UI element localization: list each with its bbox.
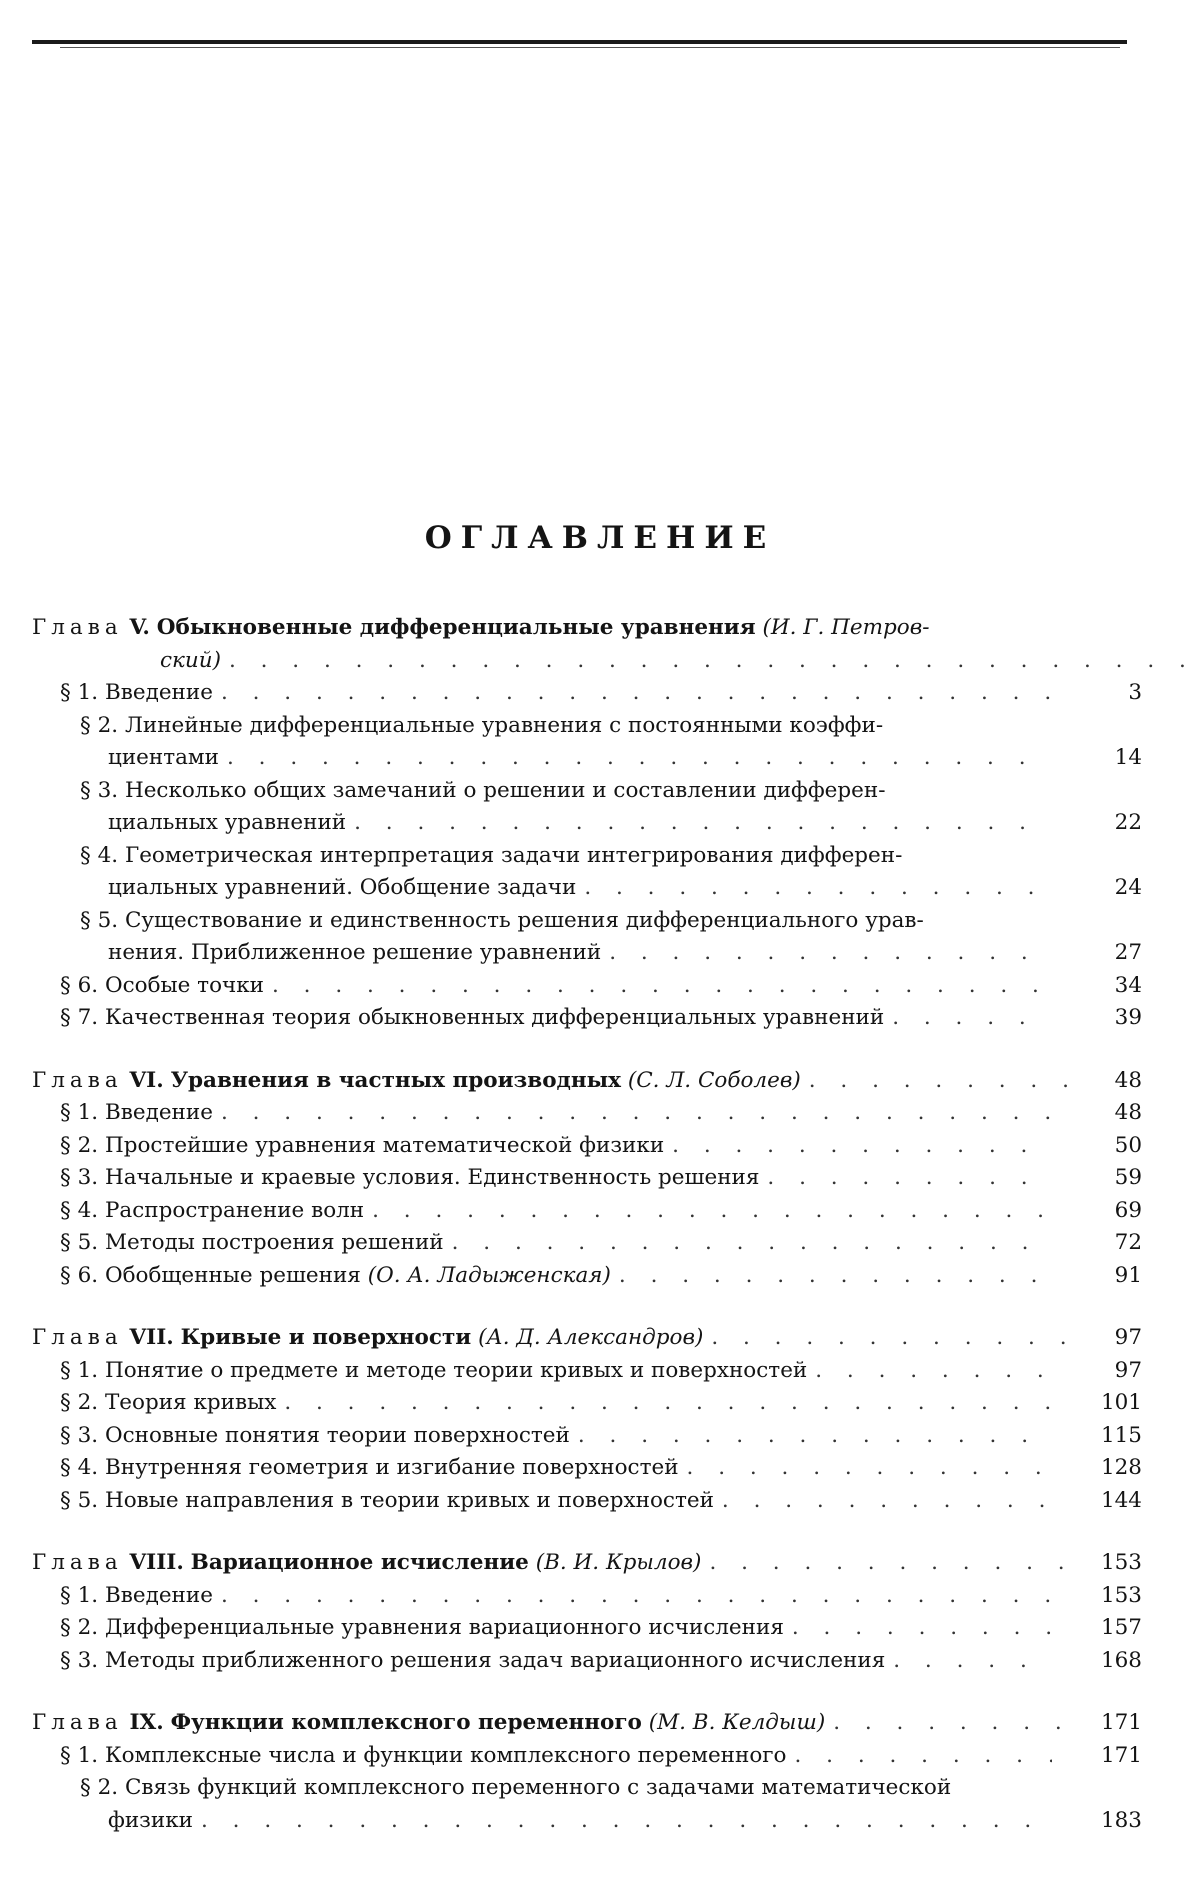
section-title: Теория кривых xyxy=(105,1390,276,1415)
section-page: 183 xyxy=(1052,1805,1142,1838)
section-page: 48 xyxy=(1052,1097,1142,1130)
section-title: Понятие о предмете и методе теории кривых и поверхностей xyxy=(105,1358,807,1383)
section-label xyxy=(32,905,1072,938)
section-number: § 5. xyxy=(60,1230,98,1255)
chapter-label xyxy=(32,1707,1072,1740)
section-label xyxy=(32,1645,1052,1678)
section-number: § 1. xyxy=(60,1583,98,1608)
section-page: 69 xyxy=(1052,1195,1142,1228)
leader-dots: . . . . . . . . . . . . . . xyxy=(619,1260,1052,1293)
chapter-title: Функции комплексного переменного xyxy=(171,1710,642,1735)
leader-dots: . . . . . . . . xyxy=(815,1355,1052,1388)
section-page: 153 xyxy=(1052,1580,1142,1613)
section-label xyxy=(32,710,1072,743)
section-entry[interactable] xyxy=(32,1772,1142,1805)
leader-dots: . . . . . . . . . . . . xyxy=(687,1452,1052,1485)
chapter-author: (И. Г. Петров- xyxy=(762,615,929,640)
section-entry[interactable] xyxy=(32,710,1142,743)
section-label xyxy=(32,1740,1052,1773)
section-entry[interactable] xyxy=(32,1002,1142,1035)
chapter-heading[interactable] xyxy=(32,1547,1142,1580)
section-title: Дифференциальные уравнения вариационного исчисления xyxy=(105,1615,784,1640)
chapter-number: VI. xyxy=(129,1068,163,1093)
section-number: § 6. xyxy=(60,973,98,998)
section-label xyxy=(32,1387,1052,1420)
table-of-contents xyxy=(32,612,1142,1867)
leader-dots: . . . . . . . . xyxy=(809,1065,1072,1098)
section-title: Обобщенные решения xyxy=(105,1263,361,1288)
section-title-cont: нения. Приближенное решение уравнений xyxy=(60,937,601,970)
section-number: § 4. xyxy=(60,1198,98,1223)
section-number: § 1. xyxy=(60,1358,98,1383)
section-number: § 1. xyxy=(60,1100,98,1125)
section-title: Особые точки xyxy=(105,973,264,998)
chapter-prefix: Глава xyxy=(32,1710,123,1735)
leader-dots: . . . . . . . . . . . . . . . . . . . . . . . . . . xyxy=(221,1097,1052,1130)
section-title: Введение xyxy=(105,680,213,705)
section-label-cont xyxy=(32,937,1052,970)
section-title: Качественная теория обыкновенных дифференциальных уравнений xyxy=(105,1005,884,1030)
section-page: 115 xyxy=(1052,1420,1142,1453)
section-title: Распространение волн xyxy=(105,1198,364,1223)
chapter-label xyxy=(32,612,1072,645)
section-title: Методы приближенного решения задач вариационного исчисления xyxy=(105,1648,885,1673)
section-page: 144 xyxy=(1052,1485,1142,1518)
section-entry[interactable] xyxy=(32,1740,1142,1773)
leader-dots: . . . . . . . . . . . . . . . xyxy=(578,1420,1052,1453)
page-title: ОГЛАВЛЕНИЕ xyxy=(0,520,1200,556)
chapter-heading-continuation[interactable] xyxy=(32,645,1142,678)
section-page: 39 xyxy=(1052,1002,1142,1035)
chapter-author: (А. Д. Александров) xyxy=(478,1325,703,1350)
section-label xyxy=(32,970,1052,1003)
section-page: 157 xyxy=(1052,1612,1142,1645)
leader-dots: . . . . . . . . xyxy=(795,1740,1053,1773)
section-entry[interactable] xyxy=(32,905,1142,938)
chapter-number: VIII. xyxy=(129,1550,183,1575)
section-title-cont: физики xyxy=(60,1805,193,1838)
chapter-heading[interactable] xyxy=(32,1322,1142,1355)
section-number: § 2. xyxy=(60,1390,98,1415)
section-label xyxy=(32,1485,1052,1518)
section-entry[interactable] xyxy=(32,775,1142,808)
chapter-page: 48 xyxy=(1072,1065,1142,1098)
chapter xyxy=(32,1322,1142,1517)
section-title-cont: циентами xyxy=(60,742,219,775)
section-page: 168 xyxy=(1052,1645,1142,1678)
top-rule xyxy=(32,40,1127,44)
section-label xyxy=(32,1772,1072,1805)
section-number: § 1. xyxy=(60,680,98,705)
leader-dots: . . . . . . . . . . . . . . . . . . . . . . . . . . xyxy=(221,677,1052,710)
section-title: Геометрическая интерпретация задачи интегрирования дифферен- xyxy=(125,843,902,868)
section-label xyxy=(32,1580,1052,1613)
section-entry[interactable] xyxy=(32,840,1142,873)
section-label xyxy=(32,1612,1052,1645)
section-page: 50 xyxy=(1052,1130,1142,1163)
section-entry[interactable] xyxy=(32,970,1142,1003)
section-entry[interactable] xyxy=(32,1355,1142,1388)
section-number: § 2. xyxy=(60,1615,98,1640)
section-page: 171 xyxy=(1052,1740,1142,1773)
leader-dots: . . . . . . . . . . . . . . . . . . . xyxy=(452,1227,1052,1260)
section-label-cont xyxy=(32,742,1052,775)
chapter-author: (С. Л. Соболев) xyxy=(628,1068,801,1093)
section-title: Новые направления в теории кривых и поверхностей xyxy=(105,1488,714,1513)
section-label xyxy=(32,840,1072,873)
leader-dots: . . . . . xyxy=(893,1645,1052,1678)
section-entry[interactable] xyxy=(32,1162,1142,1195)
section-title-cont: циальных уравнений xyxy=(60,807,346,840)
section-label xyxy=(32,677,1052,710)
chapter-prefix: Глава xyxy=(32,1325,123,1350)
chapter-label-cont xyxy=(32,645,1200,678)
chapter-number: V. xyxy=(129,615,149,640)
section-label xyxy=(32,1195,1052,1228)
leader-dots: . . . . . . . . . . . . xyxy=(672,1130,1052,1163)
section-label xyxy=(32,1452,1052,1485)
section-number: § 2. xyxy=(80,1775,118,1800)
section-label xyxy=(32,1420,1052,1453)
section-page: 72 xyxy=(1052,1227,1142,1260)
section-page: 3 xyxy=(1052,677,1142,710)
section-page: 24 xyxy=(1052,872,1142,905)
section-page: 22 xyxy=(1052,807,1142,840)
chapter-author: (В. И. Крылов) xyxy=(536,1550,702,1575)
chapter-number: IX. xyxy=(129,1710,163,1735)
chapter-heading[interactable] xyxy=(32,1707,1142,1740)
section-label xyxy=(32,1162,1052,1195)
section-title: Методы построения решений xyxy=(105,1230,444,1255)
leader-dots: . . . . . . . . . . . . . . xyxy=(609,937,1052,970)
chapter-title: Обыкновенные дифференциальные уравнения xyxy=(157,615,756,640)
section-entry-continuation[interactable] xyxy=(32,807,1142,840)
leader-dots: . . . . . . . . . xyxy=(767,1162,1052,1195)
chapter-prefix: Глава xyxy=(32,615,123,640)
section-title: Простейшие уравнения математической физики xyxy=(105,1133,664,1158)
section-entry[interactable] xyxy=(32,1387,1142,1420)
chapter-page: 153 xyxy=(1072,1547,1142,1580)
section-page: 91 xyxy=(1052,1260,1142,1293)
section-number: § 3. xyxy=(60,1423,98,1448)
leader-dots: . . . . . . . . . . . xyxy=(711,1322,1072,1355)
chapter xyxy=(32,1547,1142,1677)
section-entry[interactable] xyxy=(32,1612,1142,1645)
section-title: Основные понятия теории поверхностей xyxy=(105,1423,570,1448)
section-label xyxy=(32,1097,1052,1130)
chapter-number: VII. xyxy=(129,1325,173,1350)
section-number: § 5. xyxy=(80,908,118,933)
leader-dots: . . . . . . . . . . . . . . . . . . . . . . . . . . xyxy=(221,1580,1052,1613)
chapter-title: Уравнения в частных производных xyxy=(171,1068,621,1093)
chapter xyxy=(32,1065,1142,1293)
section-title-cont: циальных уравнений. Обобщение задачи xyxy=(60,872,576,905)
leader-dots: . . . . . . . . . . . xyxy=(709,1547,1072,1580)
section-label xyxy=(32,1355,1052,1388)
section-title: Несколько общих замечаний о решении и составлении дифферен- xyxy=(125,778,886,803)
section-number: § 2. xyxy=(60,1133,98,1158)
section-title: Начальные и краевые условия. Единственность решения xyxy=(105,1165,759,1190)
chapter-prefix: Глава xyxy=(32,1550,123,1575)
section-number: § 5. xyxy=(60,1488,98,1513)
chapter-label xyxy=(32,1322,1072,1355)
section-label xyxy=(32,1130,1052,1163)
section-label-cont xyxy=(32,807,1052,840)
section-number: § 4. xyxy=(80,843,118,868)
section-title: Внутренняя геометрия и изгибание поверхностей xyxy=(105,1455,679,1480)
section-entry[interactable] xyxy=(32,1485,1142,1518)
chapter-label xyxy=(32,1547,1072,1580)
section-title: Введение xyxy=(105,1100,213,1125)
chapter xyxy=(32,612,1142,1035)
chapter-author-cont: ский) xyxy=(160,645,221,678)
section-number: § 4. xyxy=(60,1455,98,1480)
section-number: § 7. xyxy=(60,1005,98,1030)
section-entry[interactable] xyxy=(32,1195,1142,1228)
section-entry-continuation[interactable] xyxy=(32,872,1142,905)
section-number: § 3. xyxy=(80,778,118,803)
section-label-cont xyxy=(32,872,1052,905)
section-title: Связь функций комплексного переменного с задачами математической xyxy=(125,1775,951,1800)
section-author: (О. А. Ладыженская) xyxy=(368,1263,611,1288)
leader-dots: . . . . . . . . . . . . . . . . . . . . . . . . xyxy=(284,1387,1052,1420)
top-rule-thin xyxy=(60,47,1120,48)
section-number: § 1. xyxy=(60,1743,98,1768)
chapter-prefix: Глава xyxy=(32,1068,123,1093)
leader-dots: . . . . . . . . . . . . . . . . . . . . . . . . . . xyxy=(227,742,1052,775)
chapter-heading[interactable] xyxy=(32,1065,1142,1098)
section-label-cont xyxy=(32,1805,1052,1838)
section-entry[interactable] xyxy=(32,1227,1142,1260)
leader-dots: . . . . . . . . . . . . . . . xyxy=(584,872,1052,905)
section-title: Введение xyxy=(105,1583,213,1608)
section-number: § 2. xyxy=(80,713,118,738)
section-label xyxy=(32,775,1072,808)
chapter-author: (М. В. Келдыш) xyxy=(649,1710,825,1735)
chapter xyxy=(32,1707,1142,1837)
leader-dots: . . . . . xyxy=(892,1002,1052,1035)
chapter-label xyxy=(32,1065,1072,1098)
chapter-heading[interactable] xyxy=(32,612,1142,645)
section-page: 59 xyxy=(1052,1162,1142,1195)
section-title: Линейные дифференциальные уравнения с постоянными коэффи- xyxy=(125,713,883,738)
section-entry[interactable] xyxy=(32,1645,1142,1678)
section-number: § 6. xyxy=(60,1263,98,1288)
leader-dots: . . . . . . . . . . . . . . . . . . . . . . xyxy=(372,1195,1052,1228)
chapter-page: 171 xyxy=(1072,1707,1142,1740)
section-number: § 3. xyxy=(60,1648,98,1673)
chapter-title: Вариационное исчисление xyxy=(191,1550,529,1575)
section-entry-continuation[interactable] xyxy=(32,1805,1142,1838)
leader-dots: . . . . . . . . . . . . . . . . . . . . . . . . . . . xyxy=(201,1805,1052,1838)
section-title: Существование и единственность решения дифференциального урав- xyxy=(125,908,924,933)
leader-dots: . . . . . . . . . . . . . . . . . . . . . . . . . xyxy=(272,970,1052,1003)
section-page: 101 xyxy=(1052,1387,1142,1420)
section-entry-continuation[interactable] xyxy=(32,937,1142,970)
section-page: 34 xyxy=(1052,970,1142,1003)
section-label xyxy=(32,1227,1052,1260)
section-entry[interactable] xyxy=(32,1097,1142,1130)
section-page: 14 xyxy=(1052,742,1142,775)
section-label xyxy=(32,1002,1052,1035)
section-page: 27 xyxy=(1052,937,1142,970)
section-entry[interactable] xyxy=(32,1260,1142,1293)
section-entry[interactable] xyxy=(32,1420,1142,1453)
section-label xyxy=(32,1260,1052,1293)
chapter-page: 97 xyxy=(1072,1322,1142,1355)
leader-dots: . . . . . . . . xyxy=(792,1612,1052,1645)
section-entry-continuation[interactable] xyxy=(32,742,1142,775)
section-number: § 3. xyxy=(60,1165,98,1190)
section-entry[interactable] xyxy=(32,677,1142,710)
section-title: Комплексные числа и функции комплексного переменного xyxy=(105,1743,787,1768)
section-entry[interactable] xyxy=(32,1130,1142,1163)
section-entry[interactable] xyxy=(32,1452,1142,1485)
section-page: 97 xyxy=(1052,1355,1142,1388)
leader-dots: . . . . . . . . . . . . . . . . . . . . . . xyxy=(354,807,1052,840)
section-entry[interactable] xyxy=(32,1580,1142,1613)
leader-dots: . . . . . . . . xyxy=(833,1707,1072,1740)
chapter-title: Кривые и поверхности xyxy=(181,1325,472,1350)
leader-dots: . . . . . . . . . . . . . . . . . . . . . . . . . . . . . . . xyxy=(229,645,1200,678)
leader-dots: . . . . . . . . . . xyxy=(722,1485,1052,1518)
section-page: 128 xyxy=(1052,1452,1142,1485)
